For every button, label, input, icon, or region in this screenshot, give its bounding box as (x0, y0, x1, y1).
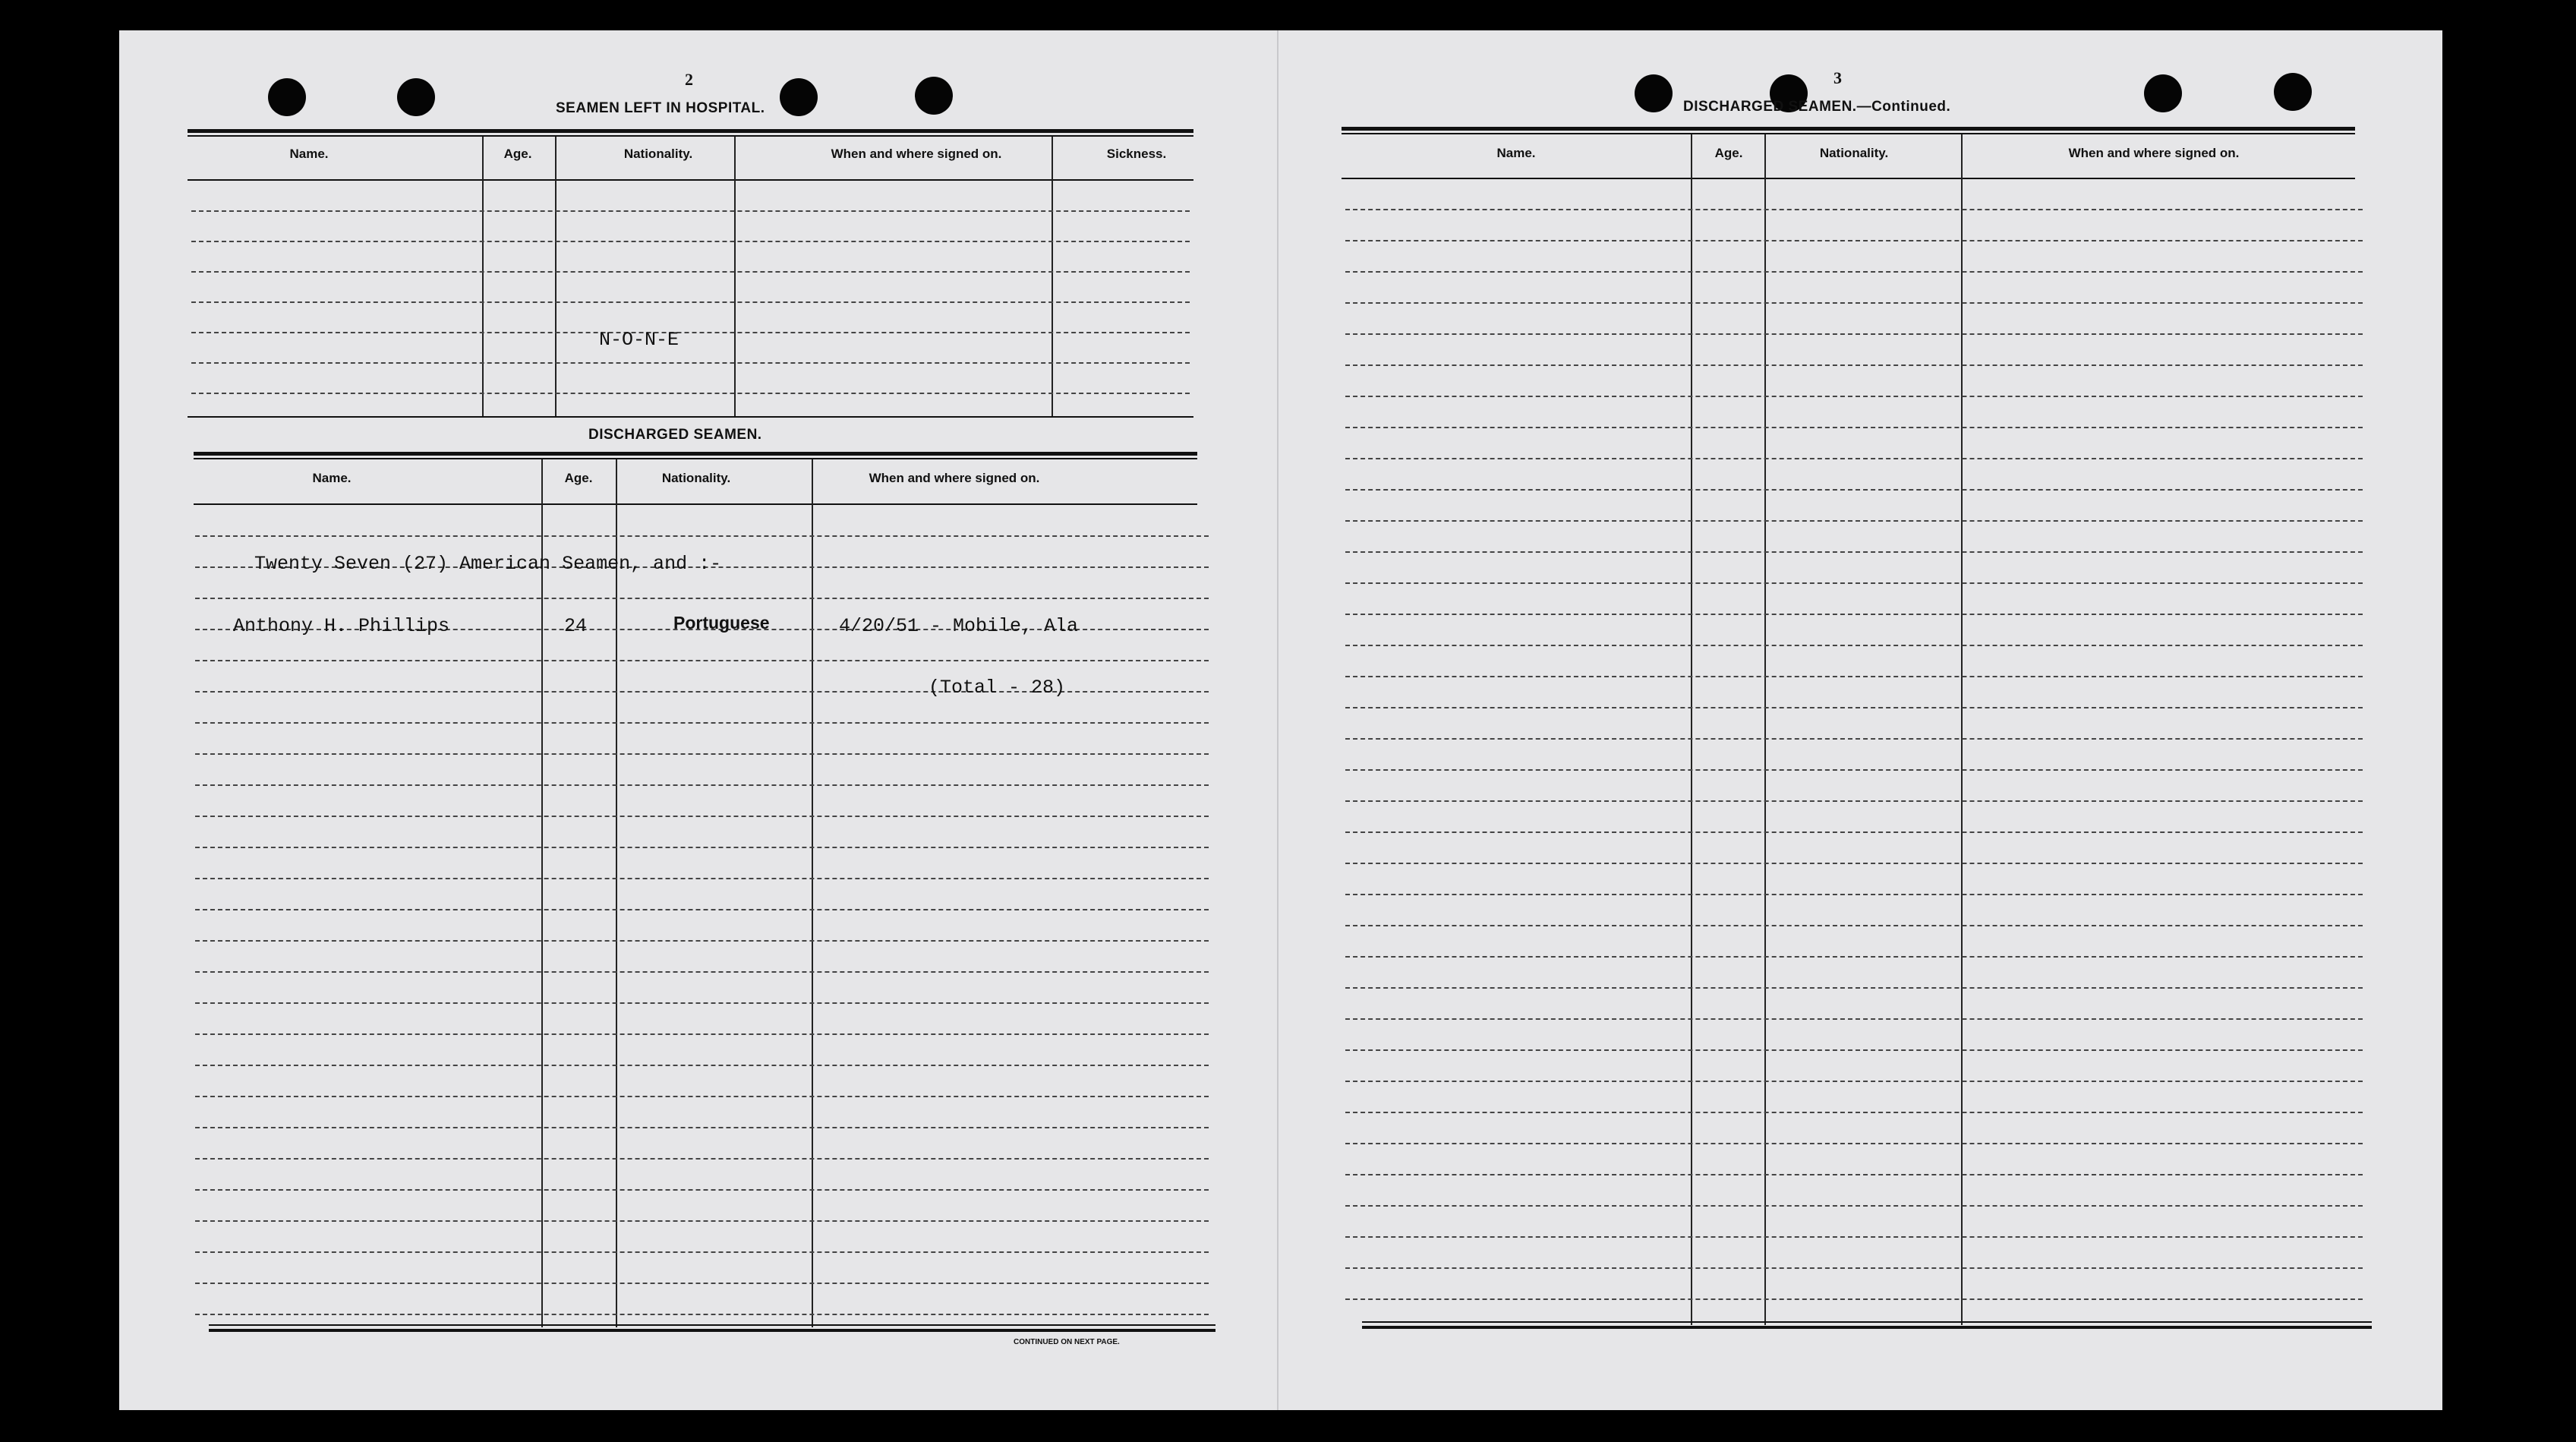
discharged-col-name: Name. (312, 471, 352, 485)
ruled-line (191, 301, 1190, 303)
ruled-line (1345, 271, 2363, 273)
ruled-line (1345, 1267, 2363, 1269)
ruled-line (1345, 987, 2363, 989)
discharged-header-rule (194, 503, 1197, 505)
ruled-line (1345, 1049, 2363, 1051)
hospital-section-title: SEAMEN LEFT IN HOSPITAL. (556, 100, 765, 116)
ruled-line (1345, 458, 2363, 459)
ruled-line (1345, 520, 2363, 522)
ruled-line (1345, 240, 2363, 241)
right-col-divider (1764, 134, 1766, 1325)
ruled-line (1345, 1205, 2363, 1207)
punch-hole (1635, 74, 1673, 112)
document-sheet (119, 30, 2442, 1410)
ruled-line (195, 1065, 1209, 1066)
ruled-line (191, 332, 1190, 333)
ruled-line (1345, 1298, 2363, 1300)
right-header-rule (1342, 178, 2355, 179)
page-fold (1277, 30, 1279, 1410)
right-bottom-rule-thick (1362, 1326, 2372, 1329)
discharged-bottom-rule-thick (209, 1329, 1215, 1332)
right-col-age: Age. (1714, 146, 1743, 160)
discharged-col-signed-on: When and where signed on. (869, 471, 1040, 485)
ruled-line (1345, 894, 2363, 895)
discharged-top-rule (194, 452, 1197, 456)
ruled-line (1345, 1174, 2363, 1175)
discharged-summary-line: Twenty Seven (27) American Seamen, and :- (254, 553, 722, 575)
ruled-line (1345, 738, 2363, 740)
punch-hole (397, 78, 435, 116)
hospital-col-divider (734, 137, 736, 418)
ruled-line (195, 909, 1209, 910)
ruled-line (195, 1283, 1209, 1284)
right-col-signed-on: When and where signed on. (2068, 146, 2240, 160)
discharged-col-nationality: Nationality. (661, 471, 731, 485)
discharged-row-signed-on: 4/20/51 - Mobile, Ala (839, 615, 1079, 637)
ruled-line (1345, 614, 2363, 615)
right-col-divider (1961, 134, 1963, 1325)
discharged-section-title: DISCHARGED SEAMEN. (588, 427, 762, 443)
ruled-line (1345, 364, 2363, 366)
ruled-line (1345, 209, 2363, 210)
ruled-line (195, 1314, 1209, 1315)
ruled-line (1345, 676, 2363, 677)
punch-hole (2144, 74, 2182, 112)
ruled-line (195, 1002, 1209, 1004)
right-col-name: Name. (1496, 146, 1536, 160)
ruled-line (195, 784, 1209, 786)
hospital-top-rule (188, 129, 1193, 133)
ruled-line (195, 847, 1209, 848)
ruled-line (195, 1220, 1209, 1222)
discharged-col-age: Age. (564, 471, 593, 485)
ruled-line (195, 535, 1209, 537)
ruled-line (195, 598, 1209, 599)
ruled-line (1345, 427, 2363, 428)
ruled-line (1345, 551, 2363, 553)
hospital-bottom-rule (188, 416, 1193, 418)
ruled-line (195, 722, 1209, 724)
ruled-line (1345, 582, 2363, 584)
ruled-line (195, 816, 1209, 817)
ruled-line (195, 878, 1209, 879)
ruled-line (195, 1158, 1209, 1160)
hospital-col-divider (482, 137, 484, 418)
ruled-line (191, 241, 1190, 242)
page-number-right: 3 (1833, 68, 1842, 87)
ruled-line (1345, 333, 2363, 335)
ruled-line (1345, 1018, 2363, 1020)
right-top-rule (1342, 127, 2355, 131)
ruled-line (195, 940, 1209, 942)
ruled-line (191, 210, 1190, 212)
discharged-top-rule-thin (194, 458, 1197, 459)
ruled-line (1345, 1143, 2363, 1144)
ruled-line (1345, 831, 2363, 833)
right-col-nationality: Nationality. (1819, 146, 1889, 160)
continued-footer: CONTINUED ON NEXT PAGE. (1014, 1338, 1120, 1346)
hospital-entry-none: N-O-N-E (599, 329, 679, 351)
ruled-line (191, 393, 1190, 394)
punch-hole (2274, 73, 2312, 111)
ruled-line (195, 1251, 1209, 1253)
hospital-top-rule-thin (188, 135, 1193, 137)
ruled-line (195, 660, 1209, 661)
ruled-line (1345, 925, 2363, 926)
right-top-rule-thin (1342, 133, 2355, 134)
right-col-divider (1691, 134, 1692, 1325)
discharged-total: (Total - 28) (929, 677, 1066, 699)
ruled-line (1345, 863, 2363, 864)
hospital-header-rule (188, 179, 1193, 181)
right-bottom-rule (1362, 1321, 2372, 1323)
ruled-line (191, 271, 1190, 273)
hospital-col-signed-on: When and where signed on. (831, 147, 1002, 161)
ruled-line (1345, 1112, 2363, 1113)
discharged-bottom-rule (209, 1324, 1215, 1326)
discharged-row-name: Anthony H. Phillips (233, 615, 450, 637)
hospital-col-sickness: Sickness. (1106, 147, 1167, 161)
hospital-col-name: Name. (289, 147, 329, 161)
punch-hole (915, 77, 953, 115)
ruled-line (1345, 645, 2363, 646)
ruled-line (1345, 1236, 2363, 1238)
ruled-line (1345, 1081, 2363, 1082)
ruled-line (1345, 800, 2363, 802)
ruled-line (1345, 302, 2363, 304)
hospital-col-age: Age. (503, 147, 532, 161)
ruled-line (195, 1033, 1209, 1035)
ruled-line (195, 753, 1209, 755)
discharged-col-divider (616, 459, 617, 1327)
discharged-col-divider (812, 459, 813, 1327)
discharged-col-divider (541, 459, 543, 1327)
ruled-line (195, 1127, 1209, 1128)
ruled-line (1345, 956, 2363, 958)
ruled-line (195, 1189, 1209, 1191)
punch-hole (268, 78, 306, 116)
discharged-row-age: 24 (564, 615, 588, 637)
ruled-line (195, 971, 1209, 973)
right-section-title: DISCHARGED SEAMEN.—Continued. (1683, 99, 1951, 115)
ruled-line (195, 1096, 1209, 1097)
discharged-row-nationality: Portuguese (673, 613, 770, 633)
ruled-line (1345, 489, 2363, 491)
punch-hole (780, 78, 818, 116)
ruled-line (1345, 396, 2363, 397)
ruled-line (1345, 707, 2363, 708)
hospital-col-divider (1052, 137, 1053, 418)
ruled-line (191, 362, 1190, 364)
hospital-col-nationality: Nationality. (623, 147, 693, 161)
ruled-line (1345, 769, 2363, 771)
page-number-left: 2 (685, 70, 693, 89)
hospital-col-divider (555, 137, 557, 418)
